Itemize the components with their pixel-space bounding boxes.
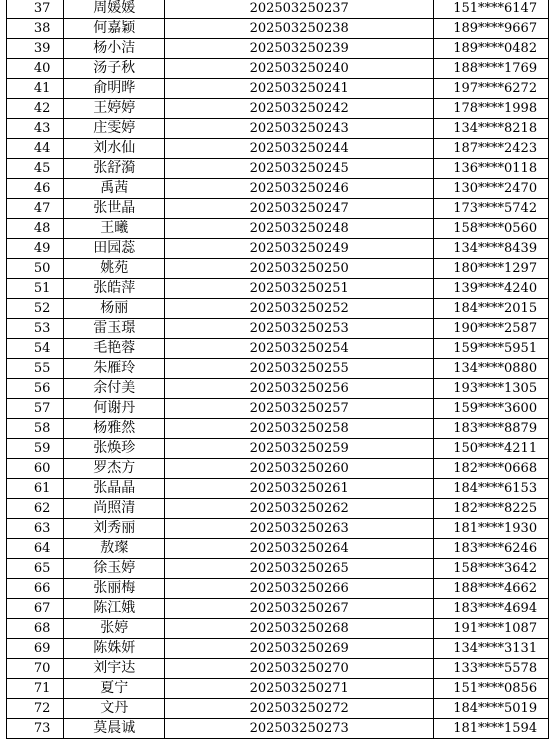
roster-body bbox=[7, 0, 549, 739]
registration-id-cell: 202503250250 bbox=[165, 259, 434, 279]
phone-number-cell: 151****6147 bbox=[434, 0, 549, 19]
table-row bbox=[7, 479, 549, 499]
roster-table bbox=[6, 0, 549, 739]
registration-id-cell: 202503250240 bbox=[165, 59, 434, 79]
student-name-cell: 文丹 bbox=[64, 699, 165, 719]
student-name-cell: 姚苑 bbox=[64, 259, 165, 279]
row-number-cell: 56 bbox=[7, 379, 64, 399]
student-name-cell: 张世晶 bbox=[64, 199, 165, 219]
registration-id-cell: 202503250263 bbox=[165, 519, 434, 539]
phone-number-cell: 187****2423 bbox=[434, 139, 549, 159]
registration-id-cell: 202503250264 bbox=[165, 539, 434, 559]
row-number-cell: 58 bbox=[7, 419, 64, 439]
student-name-cell: 雷玉璟 bbox=[64, 319, 165, 339]
registration-id-cell: 202503250266 bbox=[165, 579, 434, 599]
student-name-cell: 汤子秋 bbox=[64, 59, 165, 79]
student-name-cell: 徐玉婷 bbox=[64, 559, 165, 579]
registration-id-cell: 202503250252 bbox=[165, 299, 434, 319]
phone-number-cell: 188****1769 bbox=[434, 59, 549, 79]
row-number-cell: 51 bbox=[7, 279, 64, 299]
student-name-cell: 毛艳蓉 bbox=[64, 339, 165, 359]
table-row bbox=[7, 659, 549, 679]
student-name-cell: 周媛媛 bbox=[64, 0, 165, 19]
phone-number-cell: 197****6272 bbox=[434, 79, 549, 99]
table-row bbox=[7, 599, 549, 619]
row-number-cell: 64 bbox=[7, 539, 64, 559]
table-row bbox=[7, 419, 549, 439]
registration-id-cell: 202503250241 bbox=[165, 79, 434, 99]
phone-number-cell: 183****6246 bbox=[434, 539, 549, 559]
registration-id-cell: 202503250271 bbox=[165, 679, 434, 699]
student-name-cell: 何谢丹 bbox=[64, 399, 165, 419]
student-name-cell: 田园蕊 bbox=[64, 239, 165, 259]
phone-number-cell: 193****1305 bbox=[434, 379, 549, 399]
row-number-cell: 42 bbox=[7, 99, 64, 119]
registration-id-cell: 202503250270 bbox=[165, 659, 434, 679]
phone-number-cell: 184****2015 bbox=[434, 299, 549, 319]
phone-number-cell: 139****4240 bbox=[434, 279, 549, 299]
row-number-cell: 44 bbox=[7, 139, 64, 159]
registration-id-cell: 202503250248 bbox=[165, 219, 434, 239]
phone-number-cell: 184****6153 bbox=[434, 479, 549, 499]
table-row bbox=[7, 219, 549, 239]
table-row bbox=[7, 719, 549, 739]
student-name-cell: 何嘉颖 bbox=[64, 19, 165, 39]
registration-id-cell: 202503250237 bbox=[165, 0, 434, 19]
student-name-cell: 王曦 bbox=[64, 219, 165, 239]
row-number-cell: 54 bbox=[7, 339, 64, 359]
row-number-cell: 57 bbox=[7, 399, 64, 419]
student-name-cell: 张晶晶 bbox=[64, 479, 165, 499]
phone-number-cell: 151****0856 bbox=[434, 679, 549, 699]
student-name-cell: 罗杰方 bbox=[64, 459, 165, 479]
student-name-cell: 刘秀丽 bbox=[64, 519, 165, 539]
row-number-cell: 66 bbox=[7, 579, 64, 599]
registration-id-cell: 202503250265 bbox=[165, 559, 434, 579]
row-number-cell: 65 bbox=[7, 559, 64, 579]
table-row bbox=[7, 159, 549, 179]
student-name-cell: 杨小洁 bbox=[64, 39, 165, 59]
registration-id-cell: 202503250245 bbox=[165, 159, 434, 179]
student-name-cell: 禹茜 bbox=[64, 179, 165, 199]
row-number-cell: 61 bbox=[7, 479, 64, 499]
phone-number-cell: 190****2587 bbox=[434, 319, 549, 339]
registration-id-cell: 202503250249 bbox=[165, 239, 434, 259]
table-row bbox=[7, 399, 549, 419]
student-name-cell: 张焕珍 bbox=[64, 439, 165, 459]
table-row bbox=[7, 19, 549, 39]
row-number-cell: 67 bbox=[7, 599, 64, 619]
registration-id-cell: 202503250272 bbox=[165, 699, 434, 719]
student-name-cell: 张婷 bbox=[64, 619, 165, 639]
phone-number-cell: 178****1998 bbox=[434, 99, 549, 119]
student-name-cell: 杨丽 bbox=[64, 299, 165, 319]
registration-id-cell: 202503250247 bbox=[165, 199, 434, 219]
student-name-cell: 敖璨 bbox=[64, 539, 165, 559]
table-row bbox=[7, 239, 549, 259]
row-number-cell: 69 bbox=[7, 639, 64, 659]
student-name-cell: 张丽梅 bbox=[64, 579, 165, 599]
phone-number-cell: 183****4694 bbox=[434, 599, 549, 619]
registration-id-cell: 202503250262 bbox=[165, 499, 434, 519]
row-number-cell: 55 bbox=[7, 359, 64, 379]
phone-number-cell: 134****8218 bbox=[434, 119, 549, 139]
phone-number-cell: 150****4211 bbox=[434, 439, 549, 459]
phone-number-cell: 134****0880 bbox=[434, 359, 549, 379]
student-name-cell: 杨雅然 bbox=[64, 419, 165, 439]
registration-id-cell: 202503250258 bbox=[165, 419, 434, 439]
registration-id-cell: 202503250260 bbox=[165, 459, 434, 479]
phone-number-cell: 134****3131 bbox=[434, 639, 549, 659]
table-row bbox=[7, 179, 549, 199]
student-name-cell: 刘宇达 bbox=[64, 659, 165, 679]
student-name-cell: 尚照清 bbox=[64, 499, 165, 519]
phone-number-cell: 159****3600 bbox=[434, 399, 549, 419]
row-number-cell: 62 bbox=[7, 499, 64, 519]
table-row bbox=[7, 319, 549, 339]
row-number-cell: 47 bbox=[7, 199, 64, 219]
table-row bbox=[7, 559, 549, 579]
student-name-cell: 莫晨诚 bbox=[64, 719, 165, 739]
table-row bbox=[7, 359, 549, 379]
phone-number-cell: 189****9667 bbox=[434, 19, 549, 39]
row-number-cell: 70 bbox=[7, 659, 64, 679]
registration-id-cell: 202503250255 bbox=[165, 359, 434, 379]
table-row bbox=[7, 439, 549, 459]
table-row bbox=[7, 79, 549, 99]
registration-id-cell: 202503250253 bbox=[165, 319, 434, 339]
student-name-cell: 陈江娥 bbox=[64, 599, 165, 619]
student-name-cell: 夏宁 bbox=[64, 679, 165, 699]
phone-number-cell: 184****5019 bbox=[434, 699, 549, 719]
row-number-cell: 45 bbox=[7, 159, 64, 179]
table-row bbox=[7, 539, 549, 559]
row-number-cell: 41 bbox=[7, 79, 64, 99]
registration-id-cell: 202503250239 bbox=[165, 39, 434, 59]
registration-id-cell: 202503250261 bbox=[165, 479, 434, 499]
registration-id-cell: 202503250246 bbox=[165, 179, 434, 199]
registration-id-cell: 202503250243 bbox=[165, 119, 434, 139]
table-row bbox=[7, 59, 549, 79]
student-name-cell: 庄雯婷 bbox=[64, 119, 165, 139]
row-number-cell: 39 bbox=[7, 39, 64, 59]
row-number-cell: 59 bbox=[7, 439, 64, 459]
table-row bbox=[7, 39, 549, 59]
table-row bbox=[7, 459, 549, 479]
phone-number-cell: 183****8879 bbox=[434, 419, 549, 439]
table-row bbox=[7, 119, 549, 139]
registration-id-cell: 202503250244 bbox=[165, 139, 434, 159]
phone-number-cell: 134****8439 bbox=[434, 239, 549, 259]
student-name-cell: 陈姝妍 bbox=[64, 639, 165, 659]
phone-number-cell: 159****5951 bbox=[434, 339, 549, 359]
table-row bbox=[7, 519, 549, 539]
table-row bbox=[7, 299, 549, 319]
table-row bbox=[7, 259, 549, 279]
phone-number-cell: 181****1930 bbox=[434, 519, 549, 539]
table-row bbox=[7, 499, 549, 519]
row-number-cell: 43 bbox=[7, 119, 64, 139]
table-row bbox=[7, 279, 549, 299]
student-name-cell: 张舒漪 bbox=[64, 159, 165, 179]
table-row bbox=[7, 699, 549, 719]
student-name-cell: 朱雁玲 bbox=[64, 359, 165, 379]
table-row bbox=[7, 139, 549, 159]
phone-number-cell: 130****2470 bbox=[434, 179, 549, 199]
registration-id-cell: 202503250267 bbox=[165, 599, 434, 619]
student-name-cell: 张皓萍 bbox=[64, 279, 165, 299]
student-name-cell: 俞明晔 bbox=[64, 79, 165, 99]
registration-id-cell: 202503250254 bbox=[165, 339, 434, 359]
phone-number-cell: 136****0118 bbox=[434, 159, 549, 179]
table-row bbox=[7, 199, 549, 219]
table-row bbox=[7, 619, 549, 639]
row-number-cell: 48 bbox=[7, 219, 64, 239]
row-number-cell: 60 bbox=[7, 459, 64, 479]
table-row bbox=[7, 379, 549, 399]
row-number-cell: 68 bbox=[7, 619, 64, 639]
table-row bbox=[7, 679, 549, 699]
registration-id-cell: 202503250269 bbox=[165, 639, 434, 659]
phone-number-cell: 158****3642 bbox=[434, 559, 549, 579]
registration-id-cell: 202503250256 bbox=[165, 379, 434, 399]
row-number-cell: 73 bbox=[7, 719, 64, 739]
row-number-cell: 63 bbox=[7, 519, 64, 539]
registration-id-cell: 202503250273 bbox=[165, 719, 434, 739]
table-row bbox=[7, 639, 549, 659]
phone-number-cell: 180****1297 bbox=[434, 259, 549, 279]
phone-number-cell: 182****0668 bbox=[434, 459, 549, 479]
row-number-cell: 49 bbox=[7, 239, 64, 259]
row-number-cell: 50 bbox=[7, 259, 64, 279]
row-number-cell: 52 bbox=[7, 299, 64, 319]
table-row bbox=[7, 99, 549, 119]
phone-number-cell: 173****5742 bbox=[434, 199, 549, 219]
registration-id-cell: 202503250238 bbox=[165, 19, 434, 39]
student-name-cell: 余付美 bbox=[64, 379, 165, 399]
phone-number-cell: 133****5578 bbox=[434, 659, 549, 679]
phone-number-cell: 189****0482 bbox=[434, 39, 549, 59]
table-row bbox=[7, 339, 549, 359]
row-number-cell: 38 bbox=[7, 19, 64, 39]
phone-number-cell: 181****1594 bbox=[434, 719, 549, 739]
row-number-cell: 71 bbox=[7, 679, 64, 699]
row-number-cell: 40 bbox=[7, 59, 64, 79]
registration-id-cell: 202503250251 bbox=[165, 279, 434, 299]
registration-id-cell: 202503250257 bbox=[165, 399, 434, 419]
row-number-cell: 72 bbox=[7, 699, 64, 719]
row-number-cell: 53 bbox=[7, 319, 64, 339]
phone-number-cell: 191****1087 bbox=[434, 619, 549, 639]
registration-id-cell: 202503250242 bbox=[165, 99, 434, 119]
table-row bbox=[7, 0, 549, 19]
row-number-cell: 37 bbox=[7, 0, 64, 19]
phone-number-cell: 188****4662 bbox=[434, 579, 549, 599]
table-row bbox=[7, 579, 549, 599]
row-number-cell: 46 bbox=[7, 179, 64, 199]
student-name-cell: 刘水仙 bbox=[64, 139, 165, 159]
registration-id-cell: 202503250268 bbox=[165, 619, 434, 639]
student-name-cell: 王婷婷 bbox=[64, 99, 165, 119]
phone-number-cell: 182****8225 bbox=[434, 499, 549, 519]
phone-number-cell: 158****0560 bbox=[434, 219, 549, 239]
registration-id-cell: 202503250259 bbox=[165, 439, 434, 459]
